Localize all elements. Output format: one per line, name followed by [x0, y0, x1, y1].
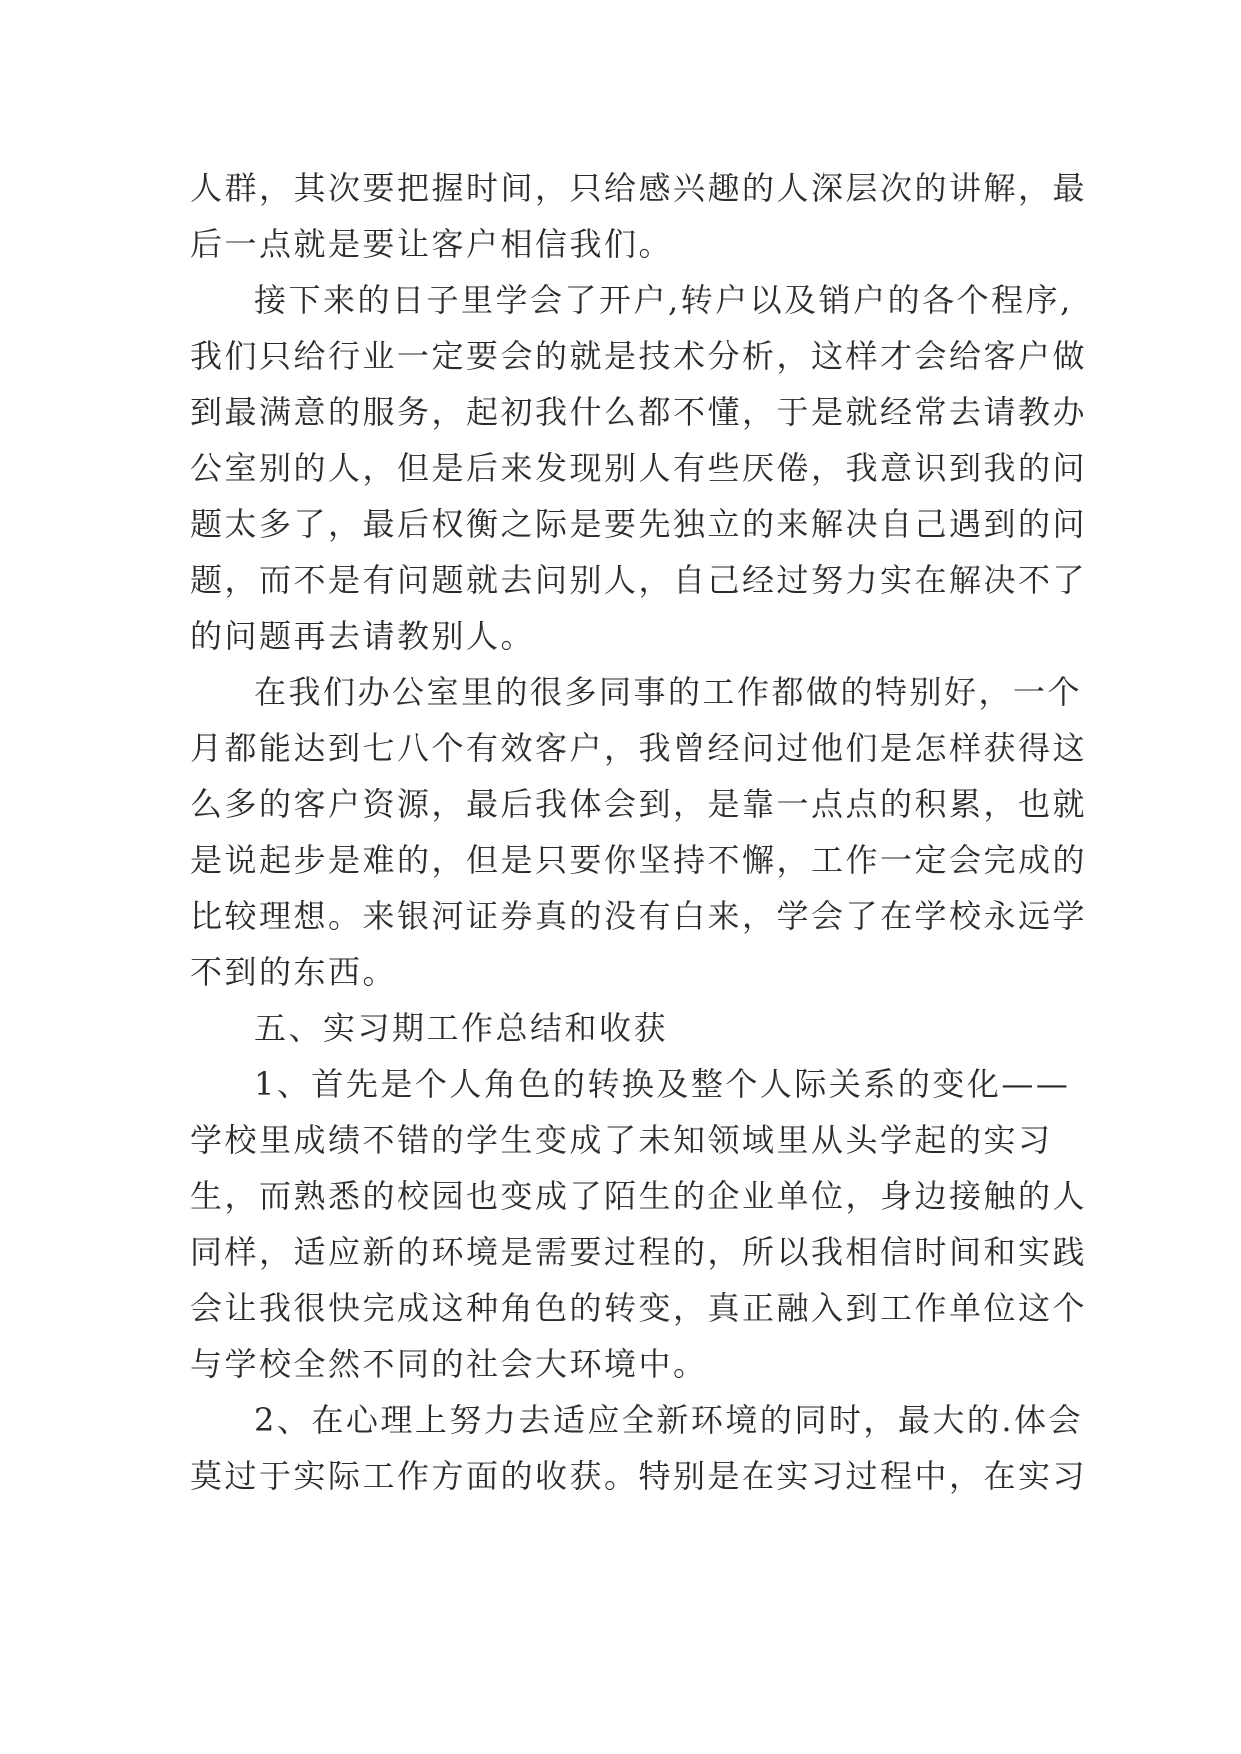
text-line: 不到的东西。 — [190, 953, 398, 991]
text-line: 么多的客户资源，最后我体会到，是靠一点点的积累，也就 — [190, 785, 1088, 823]
text-line: 题，而不是有问题就去问别人，自己经过努力实在解决不了 — [190, 561, 1088, 599]
section-heading: 五、实习期工作总结和收获 — [254, 1009, 669, 1047]
paragraph-start-line: 在我们办公室里的很多同事的工作都做的特别好，一个 — [254, 673, 1083, 711]
text-line: 到最满意的服务，起初我什么都不懂，于是就经常去请教办 — [190, 393, 1088, 431]
text-line: 公室别的人，但是后来发现别人有些厌倦，我意识到我的问 — [190, 449, 1088, 487]
text-line: 月都能达到七八个有效客户，我曾经问过他们是怎样获得这 — [190, 729, 1088, 767]
text-line: 我们只给行业一定要会的就是技术分析，这样才会给客户做 — [190, 337, 1088, 375]
paragraph-start-line: 1、首先是个人角色的转换及整个人际关系的变化—— — [254, 1065, 1071, 1103]
paragraph-start-line: 2、在心理上努力去适应全新环境的同时，最大的.体会 — [254, 1401, 1084, 1439]
text-line: 的问题再去请教别人。 — [190, 617, 536, 655]
text-line: 题太多了，最后权衡之际是要先独立的来解决自己遇到的问 — [190, 505, 1088, 543]
text-line: 后一点就是要让客户相信我们。 — [190, 225, 674, 263]
paragraph-start-line: 接下来的日子里学会了开户,转户以及销户的各个程序, — [254, 281, 1073, 319]
text-line: 人群，其次要把握时间，只给感兴趣的人深层次的讲解，最 — [190, 169, 1088, 207]
text-line: 同样，适应新的环境是需要过程的，所以我相信时间和实践 — [190, 1233, 1088, 1271]
text-line: 会让我很快完成这种角色的转变，真正融入到工作单位这个 — [190, 1289, 1088, 1327]
text-line: 与学校全然不同的社会大环境中。 — [190, 1345, 708, 1383]
text-line: 比较理想。来银河证券真的没有白来，学会了在学校永远学 — [190, 897, 1088, 935]
text-line: 莫过于实际工作方面的收获。特别是在实习过程中，在实习 — [190, 1457, 1088, 1495]
text-line: 学校里成绩不错的学生变成了未知领域里从头学起的实习 — [190, 1121, 1053, 1159]
text-line: 生，而熟悉的校园也变成了陌生的企业单位，身边接触的人 — [190, 1177, 1088, 1215]
text-line: 是说起步是难的，但是只要你坚持不懈，工作一定会完成的 — [190, 841, 1088, 879]
